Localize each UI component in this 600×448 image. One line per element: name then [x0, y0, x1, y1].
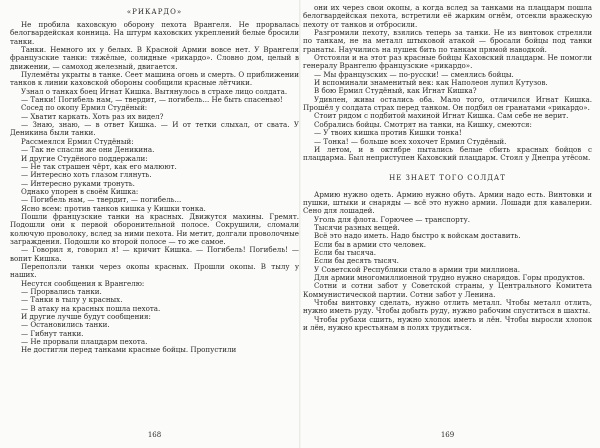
paragraph: — Говорил я, говорил я! — кричит Кишка. — Погибель! Погибель! — вопит Кишка.: [10, 245, 299, 263]
paragraph: Отстояли и на этот раз красные бойцы Каховский плацдарм. Не помогли генералу Врангелю французские «рикардо».: [303, 53, 592, 71]
paragraph: Для армии многомиллионной трудно нужно снарядов. Горы продуктов.: [314, 272, 585, 282]
paragraph: Стоит рядом с подбитой махиной Игнат Кишка. Сам себе не верит.: [314, 111, 569, 121]
paragraph: — Интересно руками тронуть.: [21, 178, 135, 188]
paragraph: Узнал о танках боец Игнат Кишка. Вытянулось в страхе лицо солдата.: [21, 86, 288, 96]
chapter-title: НЕ ЗНАЕТ ТОГО СОЛДАТ: [389, 173, 506, 182]
paragraph: — Гибнут танки.: [21, 328, 84, 338]
paragraph: — Так не спасли же они Деникина.: [21, 145, 155, 155]
paragraph: Не достигли перед танками красные бойцы. Пропустили: [21, 345, 237, 355]
paragraph: Переползли танки через окопы красных. Прошли окопы. В тылу у наших.: [10, 261, 299, 280]
paragraph: Разгромили пехоту, взялись теперь за танки. Не из винтовок стреляли по танкам, не на металл штыковой атакой — бросали бойцы под танки гранаты. Научились на пушек бить по танкам прямой наводкой.: [303, 28, 592, 54]
paragraph: Если бы в армии сто человек.: [314, 239, 427, 249]
paragraph: Собрались бойцы. Смотрят на танки, на Кишку, смеются:: [314, 119, 532, 129]
paragraph: — Погибель нам, — твердит, — погибель...: [21, 195, 182, 205]
paragraph: — Прорвались танки.: [21, 287, 102, 296]
running-head: «РИКАРДО»: [126, 8, 183, 16]
paragraph: Чтобы винтовку сделать, нужно отлить металл. Чтобы металл отлить, нужно иметь руду. Чтобы добыть руду, нужно рабочим спуститься в шахты.: [303, 298, 592, 316]
paragraph: Сотни и сотни забот у Советской страны, у Центрального Комитета Коммунистической партии. Сотни забот у Ленина.: [303, 281, 592, 299]
paragraph: — Тонка! — больше всех хохочет Ермил Студёный.: [314, 136, 507, 146]
paragraph: Танки. Немного их у белых. В Красной Армии вовсе нет. У Врангеля французские танки: тяжёлые, солидные «рикардо». Словно дом, целый в движении, — самоход железный, двигается.: [10, 45, 299, 71]
paragraph: — Остановились танки.: [21, 320, 110, 330]
right-page-text: [303, 4, 592, 332]
paragraph: — Интересно хоть глазом глянуть.: [21, 170, 152, 180]
right-page: [303, 0, 592, 448]
paragraph: Всё это надо иметь. Надо быстро к войскам доставить.: [314, 231, 521, 241]
left-page: [10, 0, 299, 448]
paragraph: — Мы французских — по-русски! — смеялись бойцы.: [314, 69, 514, 79]
paragraph: Удивлен, живы остались оба. Мало того, отличился Игнат Кишка. Прошёл у солдата страх перед танком. Он подбил он гранатами «рикардо».: [303, 94, 592, 113]
page-number-left: 168: [147, 431, 162, 439]
right-page-section-2: [303, 191, 592, 333]
paragraph: Пулемёты укрыты в танке. Сеет машина огонь и смерть. О приближении танков к линии каховской обороны сообщили красные лётчики.: [10, 70, 299, 88]
paragraph: Ясно всем: против танков кишка у Кишки тонка.: [21, 203, 206, 213]
paragraph: Уголь для флота. Горючее — транспорту.: [314, 214, 470, 224]
paragraph: Если бы десять тысяч.: [314, 256, 399, 266]
paragraph: Если бы тысяча.: [314, 247, 377, 257]
paragraph: Рассмеялся Ермил Студёный:: [21, 136, 134, 146]
paragraph: И вспоминали знаменитый век: как Наполеон лупил Кутузов.: [314, 78, 548, 88]
left-page-text: [10, 21, 299, 355]
paragraph: — Знаю, знаю, — в ответ Кишка. — И от тетки слыхал, от свата. У Деникина были танки.: [10, 120, 299, 138]
paragraph: И летом, и в октябре пытались белые сбить красных бойцов с плацдарма. Был неприступен Каховский плацдарм. Стоял у Днепра утёсом.: [303, 144, 592, 163]
book-gutter: [299, 0, 301, 448]
page-number-right: 169: [440, 431, 455, 439]
paragraph: Пошли французские танки на красных. Движутся махины. Гремят. Подошли они к первой оборонительной полосе. Сокрушили, сломали колючую проволоку, вслед за ними пехота. Ни метит, долгали проволочные заграждения. Подошли ко второй полосе — то же самое.: [10, 211, 299, 246]
paragraph: Чтобы рубахи сшить, нужно хлопок иметь и лён. Чтобы выросли хлопок и лён, нужно крестьянам в полях трудиться.: [303, 314, 592, 333]
right-page-section-1: [303, 4, 592, 163]
paragraph: У Советской Республики стало в армии три миллиона.: [314, 264, 520, 274]
paragraph: они их через свои окопы, а когда вслед за танками на плацдарм пошла белогвардейская пехота, встретили её жарким огнём, отсекли вражескую пехоту от танков и отбросили.: [303, 3, 592, 29]
paragraph: В бою Ермил Студёный, как Игнат Кишка?: [314, 86, 477, 96]
paragraph: Сосед по окопу Ермил Студёный:: [21, 103, 148, 113]
paragraph: Несутся сообщения к Врангелю:: [21, 278, 145, 288]
paragraph: — Танки! Погибель нам, — твердит, — погибель... Не быть спасенью!: [21, 95, 283, 105]
paragraph: Армию нужно одеть. Армию нужно обуть. Армии надо есть. Винтовки и пушки, штыки и снаряды — всё это нужно армии. Лошади для кавалерии. Сено для лошадей.: [303, 189, 592, 216]
paragraph: — Танки в тылу у красных.: [21, 295, 123, 305]
paragraph: — Не прорвали плацдарм пехота.: [21, 337, 148, 347]
paragraph: И другие лучше будут сообщения:: [21, 312, 151, 322]
paragraph: — В атаку на красных пошла пехота.: [21, 303, 161, 313]
paragraph: — У твоих кишка против Кишки тонка!: [314, 128, 462, 138]
paragraph: — Не так страшен чёрт, как его малюют.: [21, 161, 177, 171]
paragraph: Тысячи разных вещей.: [314, 222, 400, 232]
paragraph: — Хватит каркать. Хоть раз их видел?: [21, 111, 164, 121]
paragraph: И другие Студёного поддержали:: [21, 153, 148, 163]
paragraph: Не пробила каховскую оборону пехота Врангеля. Не прорвалась белогвардейская конница. На штурм каховских укреплений белые бросили танки.: [10, 20, 299, 46]
paragraph: Однако упорен в своём Кишка:: [21, 186, 139, 196]
